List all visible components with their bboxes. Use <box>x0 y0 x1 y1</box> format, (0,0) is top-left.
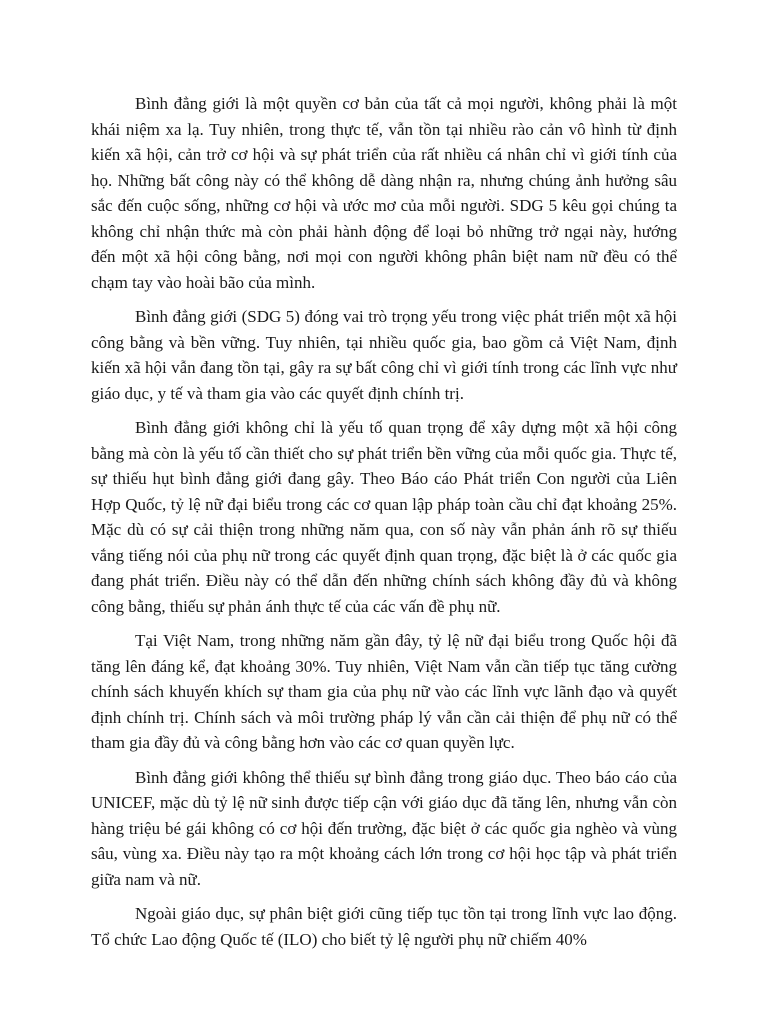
paragraph: Bình đẳng giới không thể thiếu sự bình đẳng trong giáo dục. Theo báo cáo của UNICEF, mặc dù tỷ lệ nữ sinh được tiếp cận với giáo dục đã tăng lên, nhưng vẫn còn hàng triệu bé gái không có cơ hội đến trường, đặc biệt ở các quốc gia nghèo và vùng sâu, vùng xa. Điều này tạo ra một khoảng cách lớn trong cơ hội học tập và phát triển giữa nam và nữ. <box>91 767 677 889</box>
document-body <box>91 91 677 961</box>
paragraph: Bình đẳng giới là một quyền cơ bản của tất cả mọi người, không phải là một khái niệm xa lạ. Tuy nhiên, trong thực tế, vẫn tồn tại nhiều rào cản vô hình từ định kiến xã hội, cản trở cơ hội và sự phát triển của rất nhiều cá nhân chỉ vì giới tính của họ. Những bất công này có thể không dễ dàng nhận ra, nhưng chúng ảnh hưởng sâu sắc đến cuộc sống, những cơ hội và ước mơ của mỗi người. SDG 5 kêu gọi chúng ta không chỉ nhận thức mà còn phải hành động để loại bỏ những trở ngại này, hướng đến một xã hội công bằng, nơi mọi con người không phân biệt nam nữ đều có thể chạm tay vào hoài bão của mình. <box>91 94 677 292</box>
paragraph: Bình đẳng giới (SDG 5) đóng vai trò trọng yếu trong việc phát triển một xã hội công bằng và bền vững. Tuy nhiên, tại nhiều quốc gia, bao gồm cả Việt Nam, định kiến xã hội vẫn đang tồn tại, gây ra sự bất công chỉ vì giới tính trong các lĩnh vực như giáo dục, y tế và tham gia vào các quyết định chính trị. <box>91 307 677 403</box>
paragraph: Bình đẳng giới không chỉ là yếu tố quan trọng để xây dựng một xã hội công bằng mà còn là yếu tố cần thiết cho sự phát triển bền vững của mỗi quốc gia. Thực tế, sự thiếu hụt bình đẳng giới đang gây. Theo Báo cáo Phát triển Con người của Liên Hợp Quốc, tỷ lệ nữ đại biểu trong các cơ quan lập pháp toàn cầu chỉ đạt khoảng 25%. Mặc dù có sự cải thiện trong những năm qua, con số này vẫn phản ánh rõ sự thiếu vắng tiếng nói của phụ nữ trong các quyết định quan trọng, đặc biệt là ở các quốc gia đang phát triển. Điều này có thể dẫn đến những chính sách không đầy đủ và không công bằng, thiếu sự phản ánh thực tế của các vấn đề phụ nữ. <box>91 418 677 616</box>
paragraph: Tại Việt Nam, trong những năm gần đây, tỷ lệ nữ đại biểu trong Quốc hội đã tăng lên đáng kể, đạt khoảng 30%. Tuy nhiên, Việt Nam vẫn cần tiếp tục tăng cường chính sách khuyến khích sự tham gia của phụ nữ vào các lĩnh vực lãnh đạo và quyết định chính trị. Chính sách và môi trường pháp lý vẫn cần cải thiện để phụ nữ có thể tham gia đầy đủ và công bằng hơn vào các cơ quan quyền lực. <box>91 631 677 752</box>
paragraph: Ngoài giáo dục, sự phân biệt giới cũng tiếp tục tồn tại trong lĩnh vực lao động. Tổ chức Lao động Quốc tế (ILO) cho biết tỷ lệ người phụ nữ chiếm 40% <box>91 904 677 949</box>
